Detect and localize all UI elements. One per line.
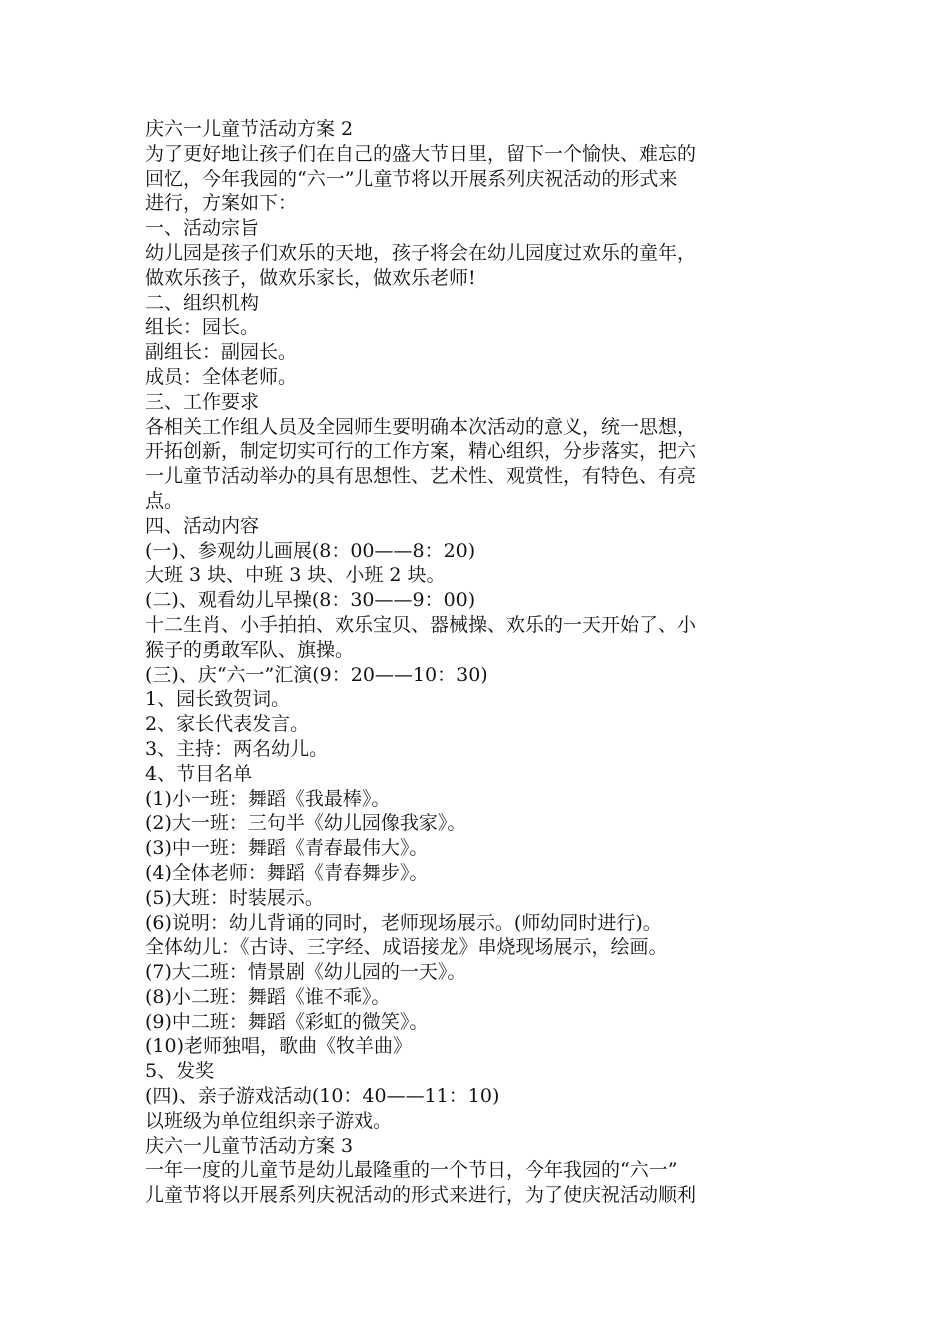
list-item: 1、园长致贺词。: [145, 688, 291, 711]
subsection-heading: (三)、庆“六一”汇演(9：20——10：30): [145, 663, 488, 686]
document-page: [145, 117, 805, 1208]
program-item: (10)老师独唱，歌曲《牧羊曲》: [145, 1035, 413, 1058]
paragraph-line: 猴子的勇敢军队、旗操。: [145, 638, 355, 661]
program-item: (3)中一班：舞蹈《青春最伟大》。: [145, 837, 429, 860]
program-item: (1)小一班：舞蹈《我最棒》。: [145, 787, 391, 810]
section-title: 庆六一儿童节活动方案 3: [145, 1134, 354, 1157]
section-heading: 三、工作要求: [145, 390, 260, 413]
paragraph-line: 为了更好地让孩子们在自己的盛大节日里，留下一个愉快、难忘的: [145, 142, 697, 165]
subsection-heading: (二)、观看幼儿早操(8：30——9：00): [145, 589, 476, 612]
paragraph-line: 幼儿园是孩子们欢乐的天地，孩子将会在幼儿园度过欢乐的童年，: [145, 241, 697, 264]
paragraph-line: 开拓创新，制定切实可行的工作方案，精心组织，分步落实，把六: [145, 440, 697, 463]
subsection-heading: (一)、参观幼儿画展(8：00——8：20): [145, 539, 476, 562]
program-item: (8)小二班：舞蹈《谁不乖》。: [145, 985, 391, 1008]
list-item: 组长：园长。: [145, 316, 260, 339]
paragraph-line: 做欢乐孩子，做欢乐家长，做欢乐老师!: [145, 266, 476, 289]
paragraph-line: 大班 3 块、中班 3 块、小班 2 块。: [145, 564, 446, 587]
paragraph-line: 点。: [145, 489, 184, 512]
paragraph-line: 一年一度的儿童节是幼儿最隆重的一个节日，今年我园的“六一”: [145, 1159, 678, 1182]
paragraph-line: 回忆，今年我园的“六一”儿童节将以开展系列庆祝活动的形式来: [145, 167, 678, 190]
section-heading: 四、活动内容: [145, 514, 260, 537]
section-heading: 一、活动宗旨: [145, 217, 260, 240]
list-item: 2、家长代表发言。: [145, 713, 310, 736]
list-item: 3、主持：两名幼儿。: [145, 737, 329, 760]
program-item: (7)大二班：情景剧《幼儿园的一天》。: [145, 961, 467, 984]
program-item: (5)大班：时装展示。: [145, 886, 324, 909]
paragraph-line: 十二生肖、小手拍拍、欢乐宝贝、器械操、欢乐的一天开始了、小: [145, 613, 697, 636]
section-heading: 二、组织机构: [145, 291, 260, 314]
paragraph-line: 一儿童节活动举办的具有思想性、艺术性、观赏性，有特色、有亮: [145, 465, 697, 488]
list-item: 5、发奖: [145, 1060, 215, 1083]
list-item: 副组长：副园长。: [145, 341, 298, 364]
program-item: (6)说明：幼儿背诵的同时，老师现场展示。(师幼同时进行)。: [145, 911, 662, 934]
paragraph-line: 各相关工作组人员及全园师生要明确本次活动的意义，统一思想，: [145, 415, 697, 438]
section-title: 庆六一儿童节活动方案 2: [145, 118, 354, 140]
subsection-heading: (四)、亲子游戏活动(10：40——11：10): [145, 1085, 500, 1108]
paragraph-line: 以班级为单位组织亲子游戏。: [145, 1109, 393, 1132]
list-item: 成员：全体老师。: [145, 365, 298, 388]
program-item: (2)大一班：三句半《幼儿园像我家》。: [145, 812, 467, 835]
paragraph-line: 儿童节将以开展系列庆祝活动的形式来进行，为了使庆祝活动顺利: [145, 1184, 697, 1207]
program-item: (4)全体老师：舞蹈《青春舞步》。: [145, 861, 429, 884]
paragraph-line: 进行，方案如下：: [145, 192, 298, 215]
list-item: 4、节目名单: [145, 762, 253, 785]
program-item: 全体幼儿：《古诗、三字经、成语接龙》串烧现场展示，绘画。: [145, 936, 668, 959]
program-item: (9)中二班：舞蹈《彩虹的微笑》。: [145, 1010, 429, 1033]
